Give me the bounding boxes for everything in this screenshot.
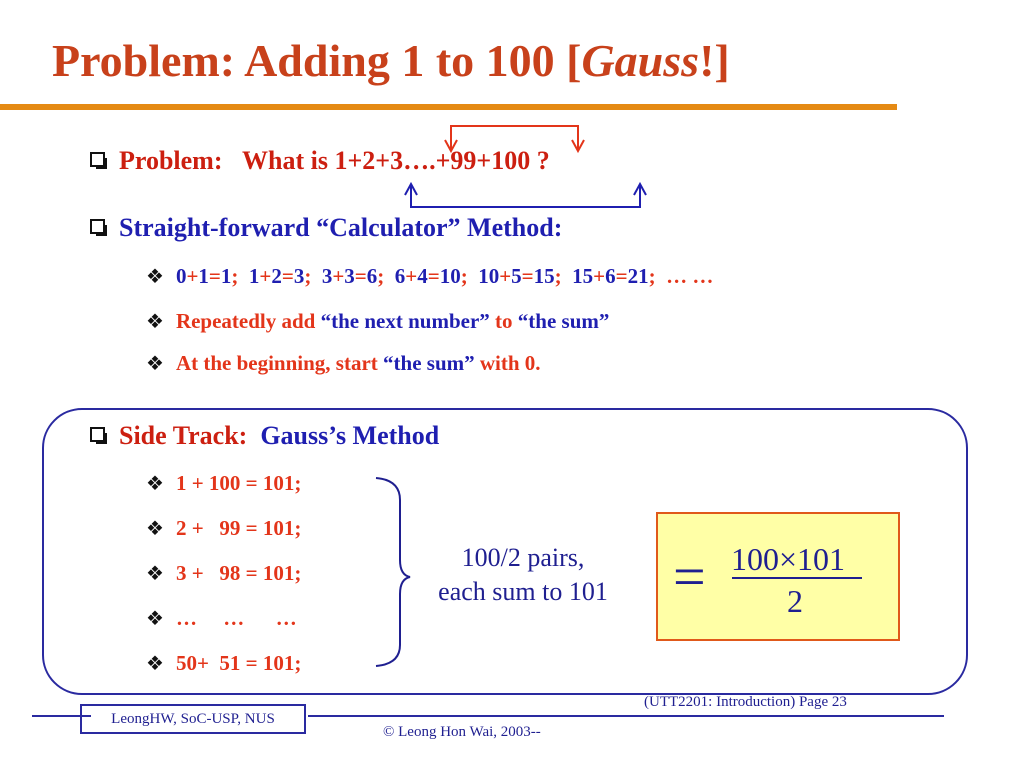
calc-heading — [90, 213, 562, 243]
calc-step: 10+5=15; — [478, 264, 562, 288]
fraction-bar — [732, 577, 862, 579]
pair-item — [146, 516, 301, 541]
footer-author: LeongHW, SoC-USP, NUS — [80, 704, 306, 734]
pair-item — [146, 606, 297, 631]
side-method: Gauss’s Method — [260, 421, 440, 450]
square-bullet-icon — [90, 427, 105, 442]
diamond-bullet-icon: ❖ — [146, 471, 164, 495]
title-main: Problem: Adding 1 to 100 [ — [52, 35, 582, 86]
calc-begin — [146, 351, 541, 376]
pairs-note — [388, 541, 658, 609]
diamond-bullet-icon: ❖ — [146, 351, 164, 375]
square-bullet-icon — [90, 152, 105, 167]
repeat-text-c: to — [489, 309, 518, 333]
problem-label: Problem: — [119, 146, 223, 175]
calc-heading-text: Straight-forward “Calculator” Method: — [119, 213, 563, 242]
problem-line — [90, 146, 550, 176]
diamond-bullet-icon: ❖ — [146, 651, 164, 675]
calc-step: 0+1=1; — [175, 264, 239, 288]
diamond-bullet-icon: ❖ — [146, 606, 164, 630]
side-heading — [90, 421, 439, 451]
formula-equals: = — [673, 544, 706, 609]
diamond-bullet-icon: ❖ — [146, 561, 164, 585]
pair-item — [146, 651, 301, 676]
title-italic: Gauss — [581, 35, 700, 86]
calc-step: 1+2=3; — [248, 264, 312, 288]
footer-page-number: (UTT2201: Introduction) Page 23 — [644, 694, 847, 710]
repeat-text-a: Repeatedly add — [175, 309, 321, 333]
pair-text: 50+ 51 = 101; — [175, 651, 302, 675]
pair-text: 3 + 98 = 101; — [175, 561, 302, 585]
side-label: Side Track: — [119, 421, 248, 450]
formula-denominator: 2 — [787, 583, 803, 619]
square-bullet-icon — [90, 219, 105, 234]
pairs-note-line2: each sum to 101 — [438, 577, 608, 606]
pair-text: … … … — [175, 606, 297, 630]
pairs-note-line1: 100/2 pairs, — [461, 543, 585, 572]
footer-rule — [308, 715, 944, 717]
calc-step: 15+6=21; — [572, 264, 656, 288]
formula-numerator: 100×101 — [731, 541, 846, 577]
title-end: !] — [699, 35, 730, 86]
begin-text-b: “the sum” — [383, 351, 475, 375]
calc-step: 6+4=10; — [394, 264, 468, 288]
steps-tail: … … — [666, 264, 714, 288]
pair-item — [146, 561, 301, 586]
bottom-arrow — [405, 184, 646, 207]
diamond-bullet-icon: ❖ — [146, 516, 164, 540]
problem-text: What is 1+2+3….+99+100 ? — [242, 146, 550, 175]
diamond-bullet-icon: ❖ — [146, 264, 164, 288]
begin-text-a: At the beginning, start — [175, 351, 384, 375]
calc-step: 3+3=6; — [321, 264, 385, 288]
pair-text: 2 + 99 = 101; — [175, 516, 302, 540]
calc-steps — [146, 264, 713, 289]
footer-copyright: © Leong Hon Wai, 2003-- — [383, 724, 541, 740]
calc-repeat — [146, 309, 609, 334]
pair-text: 1 + 100 = 101; — [175, 471, 302, 495]
repeat-text-d: “the sum” — [517, 309, 610, 333]
repeat-text-b: “the next number” — [320, 309, 490, 333]
begin-text-c: with 0. — [474, 351, 541, 375]
pair-item — [146, 471, 301, 496]
diamond-bullet-icon: ❖ — [146, 309, 164, 333]
